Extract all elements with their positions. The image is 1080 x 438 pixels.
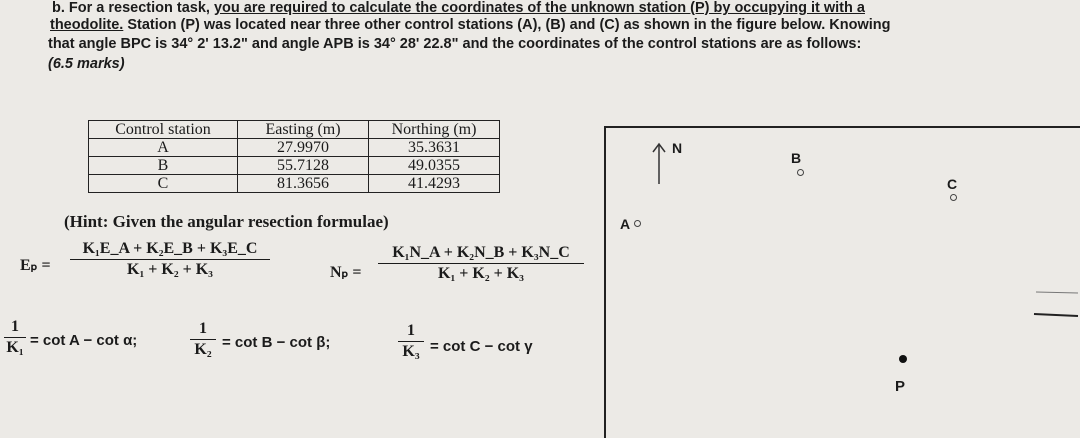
ep-denominator: K₁ + K₂ + K₃ — [127, 261, 213, 278]
ep-lhs: Eₚ = — [20, 257, 51, 274]
control-stations-table — [88, 120, 500, 193]
station-cell: B — [89, 157, 238, 175]
north-label: N — [672, 140, 683, 156]
north-arrow-icon — [644, 136, 674, 186]
question-line-2 — [50, 17, 891, 34]
station-p-label: P — [895, 378, 906, 395]
table-row — [89, 157, 500, 175]
easting-cell: 55.7128 — [238, 157, 369, 175]
northing-cell: 35.3631 — [369, 139, 500, 157]
k2-rhs: = cot B − cot β; — [222, 334, 331, 351]
k1-fraction — [4, 318, 26, 357]
station-figure — [604, 126, 1080, 438]
k3-denominator: K₃ — [402, 343, 420, 360]
k2-denominator: K₂ — [194, 341, 212, 358]
question-line-1 — [52, 0, 865, 17]
station-b-point — [797, 169, 804, 176]
hint-text: (Hint: Given the angular resection formulae) — [64, 212, 389, 231]
table-row — [89, 175, 500, 193]
k2-fraction — [190, 320, 216, 359]
ep-fraction — [70, 240, 270, 279]
k1-numerator: 1 — [4, 318, 26, 338]
ep-numerator: K₁E_A + K₂E_B + K₃E_C — [70, 240, 270, 260]
northing-cell: 41.4293 — [369, 175, 500, 193]
table-row — [89, 139, 500, 157]
k3-numerator: 1 — [398, 322, 424, 342]
k3-fraction — [398, 322, 424, 361]
np-lhs: Nₚ = — [330, 264, 362, 281]
station-cell: A — [89, 139, 238, 157]
question-line-1-underlined: you are required to calculate the coordinates of the unknown station (P) by occupying it with a — [213, 0, 865, 16]
station-c-label: C — [947, 176, 958, 192]
station-a-label: A — [620, 216, 631, 232]
easting-cell: 27.9970 — [238, 139, 369, 157]
station-b-label: B — [791, 150, 802, 166]
marks-label: (6.5 marks) — [48, 56, 125, 72]
k3-rhs: = cot C − cot γ — [430, 338, 533, 355]
question-line-2-underlined: theodolite. — [50, 17, 124, 33]
np-denominator: K₁ + K₂ + K₃ — [438, 265, 524, 282]
station-p-point — [899, 355, 907, 363]
station-cell: C — [89, 175, 238, 193]
station-a-point — [634, 220, 641, 227]
northing-cell: 49.0355 — [369, 157, 500, 175]
np-fraction — [378, 244, 584, 283]
question-line-1-prefix: b. For a resection task, — [52, 0, 214, 16]
header-control-station: Control station — [89, 121, 238, 139]
question-line-3: that angle BPC is 34° 2' 13.2" and angle APB is 34° 28' 22.8" and the coordinates of the control stations are as follows: — [48, 36, 862, 52]
easting-cell: 81.3656 — [238, 175, 369, 193]
header-easting: Easting (m) — [238, 121, 369, 139]
question-line-2-rest: Station (P) was located near three other control stations (A), (B) and (C) as shown in the figure below. Knowing — [123, 17, 891, 33]
k1-rhs: = cot A − cot α; — [30, 332, 138, 349]
k1-denominator: K₁ — [6, 339, 24, 356]
np-numerator: K₁N_A + K₂N_B + K₃N_C — [378, 244, 584, 264]
edge-artifact-icon — [1030, 286, 1080, 322]
header-northing: Northing (m) — [369, 121, 500, 139]
table-header-row — [89, 121, 500, 139]
station-c-point — [950, 194, 957, 201]
k2-numerator: 1 — [190, 320, 216, 340]
